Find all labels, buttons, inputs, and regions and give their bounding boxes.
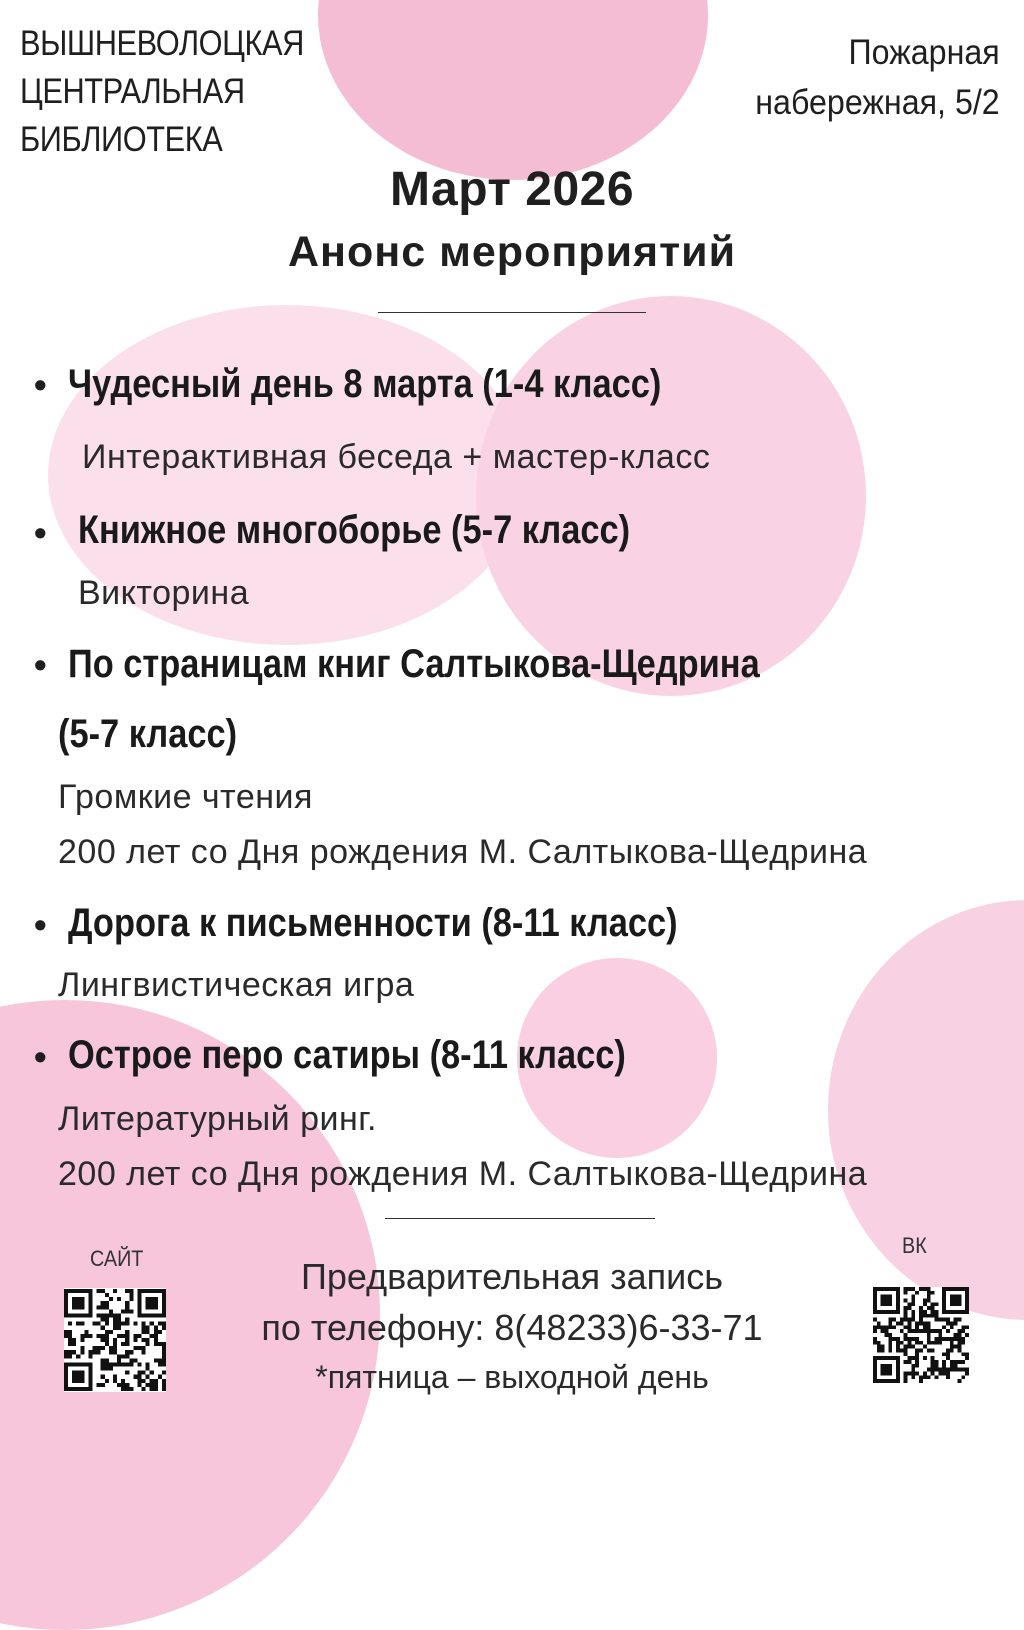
event-title-2: Книжное многоборье (5-7 класс) [78, 508, 631, 552]
event-title-5: Острое перо сатиры (8-11 класс) [68, 1033, 626, 1077]
decor-circle-middle-right [476, 296, 866, 696]
decor-circle-top [318, 0, 708, 180]
bullet-1: • [34, 364, 47, 405]
event-description-1: Интерактивная беседа + мастер-класс [82, 438, 711, 476]
event-description-2: Викторина [78, 574, 250, 612]
address-line: набережная, 5/2 [755, 83, 1000, 122]
event-title-1: Чудесный день 8 марта (1-4 класс) [68, 362, 662, 406]
event-description-3a: Громкие чтения [58, 778, 313, 816]
phone-line: по телефону: 8(48233)6-33-71 [261, 1307, 763, 1348]
event-description-4: Лингвистическая игра [58, 966, 415, 1004]
event-title-3: По страницам книг Салтыкова-Щедрина [68, 642, 760, 686]
divider-bottom [385, 1218, 655, 1219]
event-title-3-cont: (5-7 класс) [58, 712, 238, 756]
page-title: Март 2026 [389, 163, 635, 216]
event-description-5a: Литературный ринг. [58, 1100, 377, 1138]
page-subtitle: Анонс мероприятий [287, 228, 737, 276]
event-description-5b: 200 лет со Дня рождения М. Салтыкова-Щедрина [58, 1155, 868, 1193]
organization-line: ВЫШНЕВОЛОЦКАЯ [20, 24, 304, 63]
footer-note: *пятница – выходной день [315, 1359, 709, 1395]
event-title-4: Дорога к письменности (8-11 класс) [68, 901, 678, 945]
bullet-5: • [34, 1036, 47, 1077]
organization-line: ЦЕНТРАЛЬНАЯ [20, 72, 245, 111]
qr-site-label: САЙТ [90, 1246, 144, 1271]
organization-line: БИБЛИОТЕКА [20, 120, 223, 159]
event-description-3b: 200 лет со Дня рождения М. Салтыкова-Щедрина [58, 833, 868, 871]
qr-vk-label: ВК [902, 1233, 927, 1258]
address-line: Пожарная [848, 33, 1000, 72]
bullet-4: • [34, 904, 47, 945]
bullet-2: • [34, 512, 47, 553]
organization-name [20, 20, 304, 164]
address [756, 28, 1000, 128]
divider-top [378, 312, 646, 313]
bullet-3: • [34, 644, 47, 685]
footer-line-1: Предварительная запись [301, 1256, 723, 1297]
